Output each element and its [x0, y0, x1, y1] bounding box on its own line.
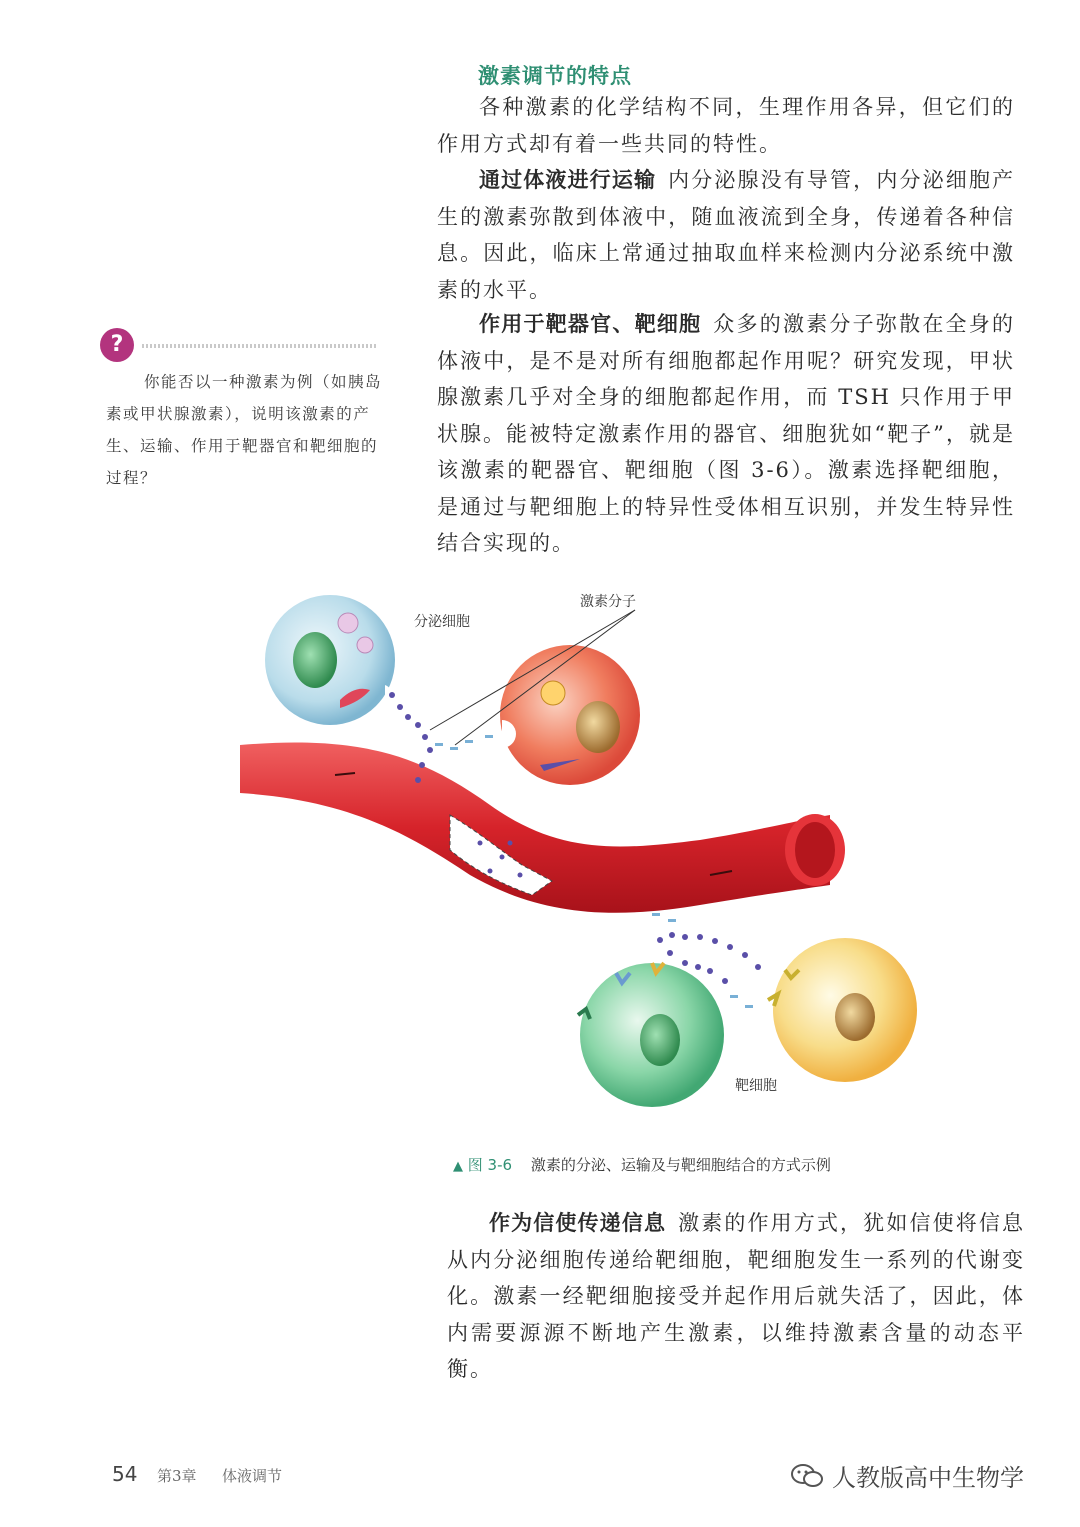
paragraph-transport	[437, 162, 1015, 308]
label-hormone-molecule: 激素分子	[580, 594, 636, 610]
paragraph-target	[437, 306, 1015, 562]
target-cell-red	[500, 645, 640, 785]
wechat-icon	[790, 1463, 824, 1489]
question-icon: ?	[100, 328, 134, 362]
secretory-cell	[265, 595, 395, 725]
figure-hormone-transport	[240, 575, 920, 1120]
caption-triangle-icon: ▲	[453, 1159, 463, 1174]
target-cell-green	[578, 963, 724, 1107]
section-title: 激素调节的特点	[478, 64, 632, 88]
label-target-cell: 靶细胞	[735, 1078, 777, 1094]
sidebar-text: 你能否以一种激素为例（如胰岛素或甲状腺激素），说明该激素的产生、运输、作用于靶器官和靶细胞的过程？	[106, 373, 383, 487]
paragraph-messenger-heading: 作为信使传递信息	[489, 1211, 667, 1235]
paragraph-target-body: 众多的激素分子弥散在全身的体液中，是不是对所有细胞都起作用呢？研究发现，甲状腺激素几乎对全身的细胞都起作用，而 TSH 只作用于甲状腺。能被特定激素作用的器官、细胞犹如“靶子”，就是该激素的靶器官、靶细胞（图 3-6）。激素选择靶细胞，是通过与靶细胞上的特异性受体相互识别，并发生特异性结合实现的。	[437, 312, 1016, 555]
figure-caption	[453, 1154, 831, 1175]
sidebar-rule	[142, 344, 378, 348]
figure-illustration	[240, 575, 920, 1120]
paragraph-transport-heading: 通过体液进行运输	[479, 168, 657, 192]
watermark-text: 人教版高中生物学	[832, 1464, 1024, 1492]
chapter-number: 第3章	[157, 1467, 197, 1485]
paragraph-messenger-body: 激素的作用方式，犹如信使将信息从内分泌细胞传递给靶细胞，靶细胞发生一系列的代谢变化。激素一经靶细胞接受并起作用后就失活了，因此，体内需要源源不断地产生激素，以维持激素含量的动态平衡。	[447, 1211, 1026, 1381]
paragraph-messenger	[447, 1205, 1025, 1388]
watermark	[790, 1458, 1024, 1493]
paragraph-intro: 各种激素的化学结构不同，生理作用各异，但它们的作用方式却有着一些共同的特性。	[437, 95, 1015, 156]
paragraph-transport-body: 内分泌腺没有导管，内分泌细胞产生的激素弥散到体液中，随血液流到全身，传递着各种信息。因此，临床上常通过抽取血样来检测内分泌系统中激素的水平。	[437, 168, 1016, 302]
paragraph-target-heading: 作用于靶器官、靶细胞	[479, 312, 702, 336]
caption-number: 图 3-6	[467, 1156, 513, 1174]
caption-text: 激素的分泌、运输及与靶细胞结合的方式示例	[530, 1156, 831, 1174]
chapter-title: 体液调节	[222, 1467, 283, 1485]
page-number: 54	[112, 1462, 138, 1486]
target-cell-yellow	[768, 938, 917, 1082]
label-secretory-cell: 分泌细胞	[414, 614, 470, 630]
